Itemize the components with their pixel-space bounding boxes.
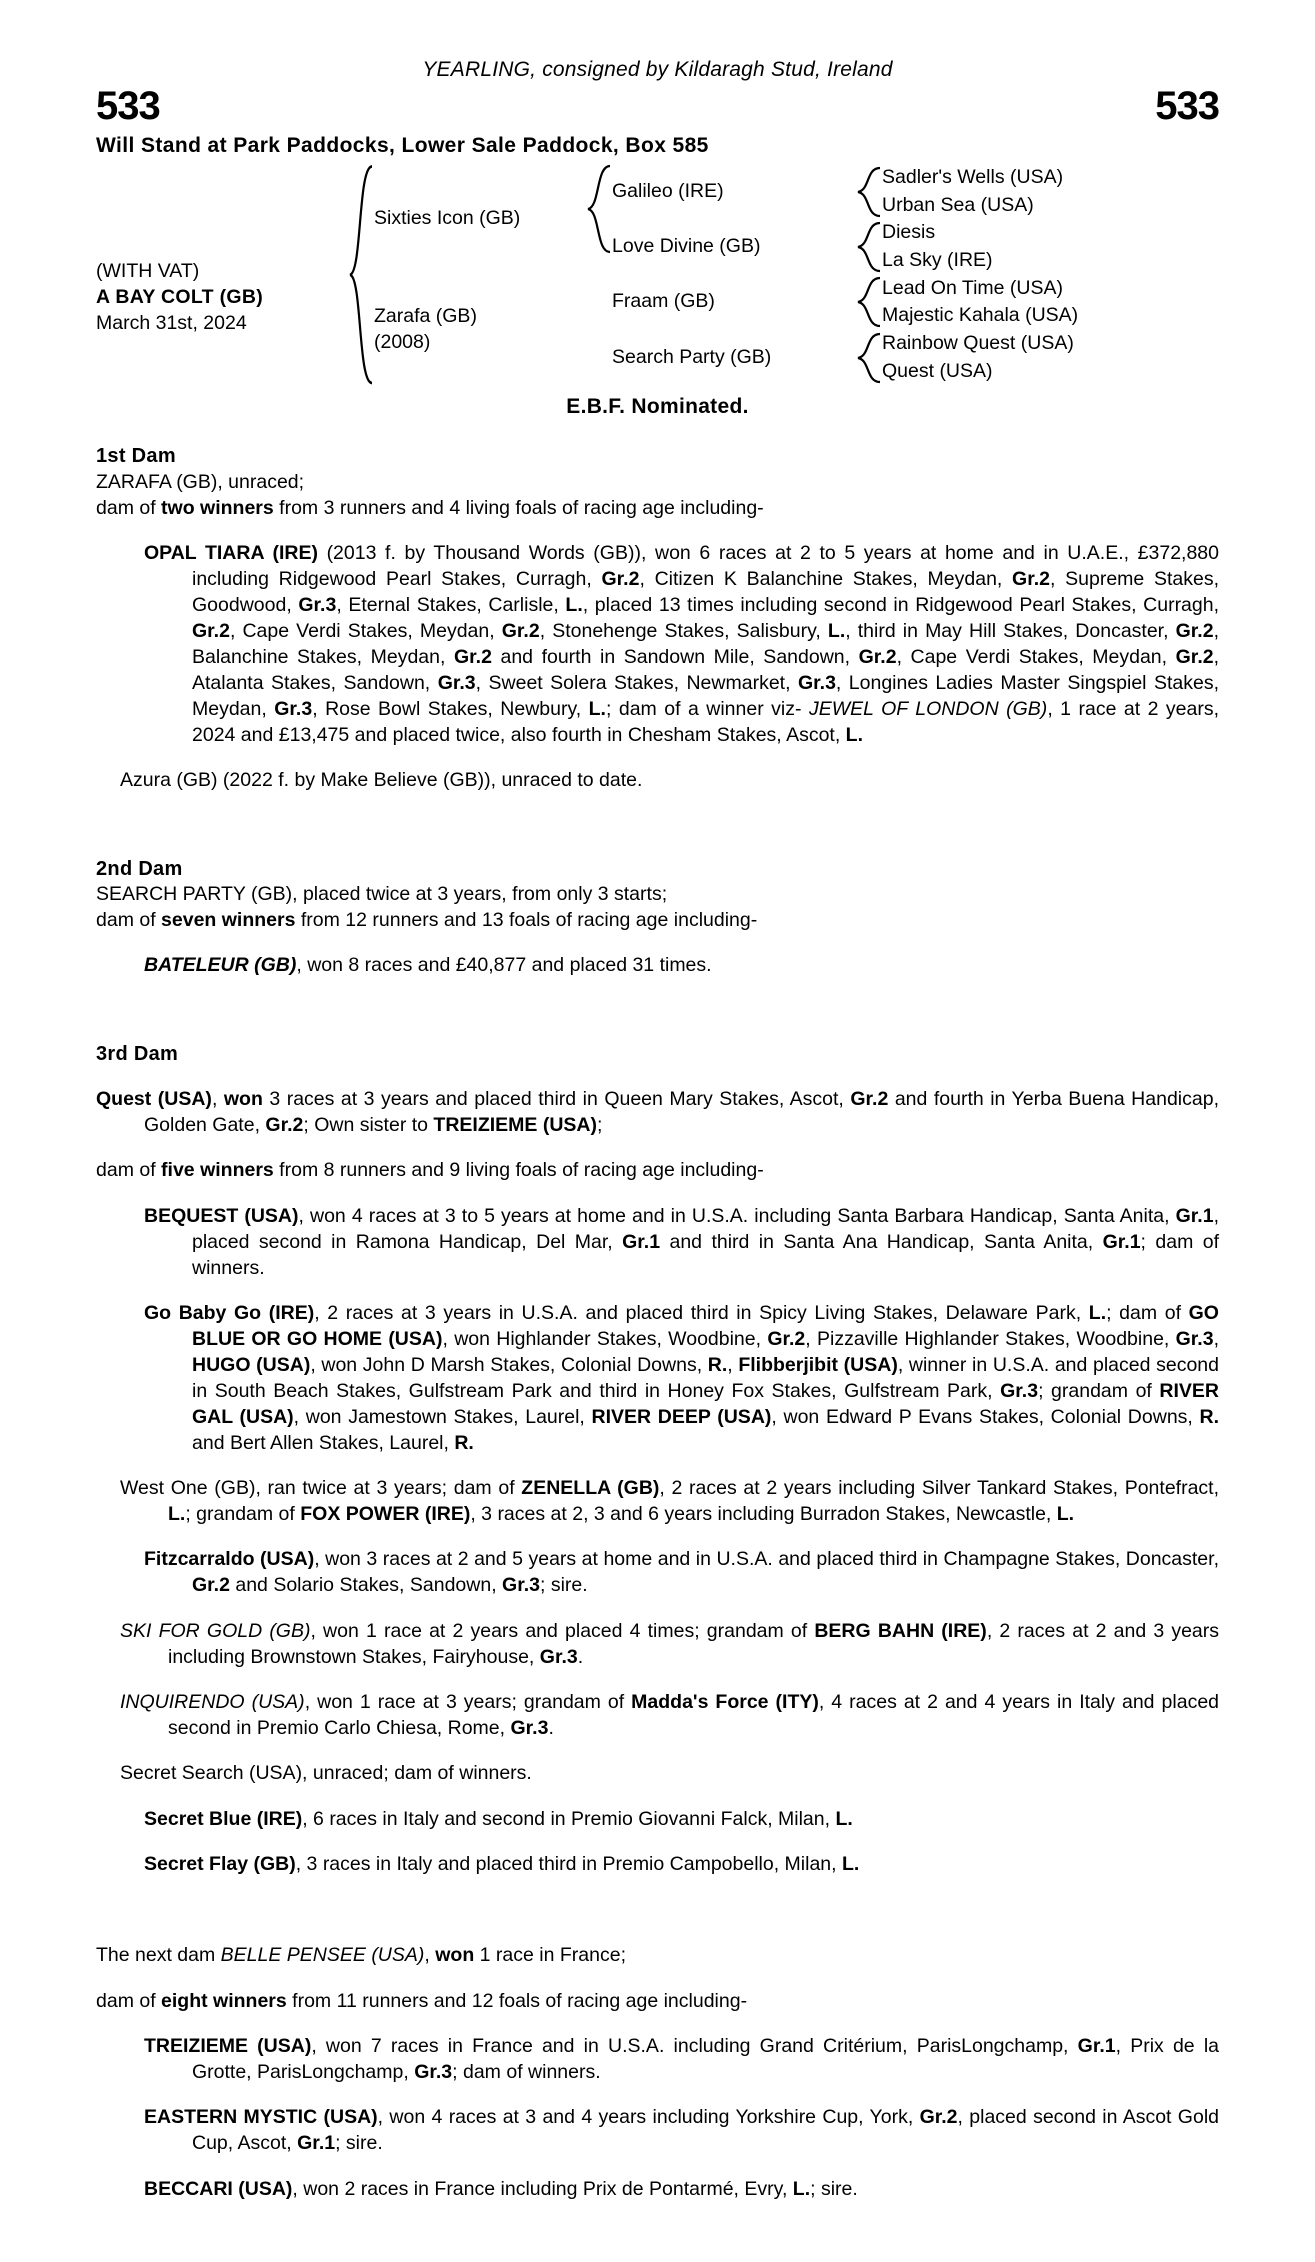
sire-dam-name: Love Divine (GB) [612, 234, 761, 257]
gen4-name-2b: La Sky (IRE) [882, 248, 993, 271]
next-dam-entry-eastern-mystic: EASTERN MYSTIC (USA), won 4 races at 3 and 4 years including Yorkshire Cup, York, Gr.2, placed second in Ascot Gold Cup, Ascot, Gr.1; sire. [144, 2106, 1219, 2155]
brace-gen4-1 [856, 166, 882, 218]
third-dam-entry-bequest: BEQUEST (USA), won 4 races at 3 to 5 years at home and in U.S.A. including Santa Barbara Handicap, Santa Anita, Gr.1, placed second in Ramona Handicap, Del Mar, Gr.1 and third in Santa Ana Handicap, Santa Anita, Gr.1; dam of winners. [144, 1204, 1219, 1279]
lot-number-right: 533 [1155, 83, 1219, 128]
pedigree-generation-2 [374, 164, 586, 386]
third-dam-entry-west-one: West One (GB), ran twice at 3 years; dam of ZENELLA (GB), 2 races at 2 years including Silver Tankard Stakes, Pontefract, L.; grandam of FOX POWER (IRE), 3 races at 2, 3 and 6 years including Burradon Stakes, Newcastle, L. [120, 1477, 1220, 1525]
next-dam-entry-treizieme: TREIZIEME (USA), won 7 races in France and in U.S.A. including Grand Critérium, ParisLongchamp, Gr.1, Prix de la Grotte, ParisLongchamp, Gr.3; dam of winners. [144, 2035, 1219, 2083]
second-dam-heading: 2nd Dam [96, 857, 183, 880]
ebf-note: E.B.F. Nominated. [566, 395, 749, 419]
third-dam-entry-secret-search: Secret Search (USA), unraced; dam of winners. [120, 1762, 532, 1785]
sire-name: Sixties Icon (GB) [374, 207, 521, 230]
dam-dam-name: Search Party (GB) [612, 345, 772, 368]
pedigree-generation-4 [856, 164, 1121, 386]
third-dam-damof-line: dam of five winners from 8 runners and 9 living foals of racing age including- [96, 1159, 764, 1182]
gen3-cell-3 [586, 275, 856, 330]
gen3-cell-2 [586, 219, 856, 274]
sire-sire-name: Galileo (IRE) [612, 179, 724, 202]
gen4-name-4b: Quest (USA) [882, 359, 993, 382]
gen4-name-1b: Urban Sea (USA) [882, 193, 1034, 216]
third-dam-name-line: Quest (USA), won 3 races at 3 years and placed third in Queen Mary Stakes, Ascot, Gr.2 and fourth in Yerba Buena Handicap, Golden Gate, Gr.2; Own sister to TREIZIEME (USA); [96, 1087, 1219, 1136]
lot-number-row [96, 83, 1219, 128]
gen4-name-3b: Majestic Kahala (USA) [882, 304, 1079, 327]
stand-location-line: Will Stand at Park Paddocks, Lower Sale Paddock, Box 585 [96, 133, 709, 157]
brace-gen4-2 [856, 221, 882, 273]
gen4-group-2 [856, 219, 1121, 274]
gen4-name-3a: Lead On Time (USA) [882, 276, 1063, 299]
next-dam-damof-line: dam of eight winners from 11 runners and 12 foals of racing age including- [96, 1989, 748, 2012]
consignor-line: YEARLING, consigned by Kildaragh Stud, Ireland [422, 58, 893, 81]
second-dam-entry-bateleur: BATELEUR (GB), won 8 races and £40,877 and placed 31 times. [144, 954, 712, 977]
pedigree-chart [96, 164, 1219, 386]
gen4-group-3 [856, 275, 1121, 330]
gen4-name-4a: Rainbow Quest (USA) [882, 331, 1074, 354]
lot-number-left: 533 [96, 83, 160, 128]
next-dam-entry-beccari: BECCARI (USA), won 2 races in France including Prix de Pontarmé, Evry, L.; sire. [144, 2177, 858, 2200]
subject-title: A BAY COLT (GB) [96, 285, 264, 308]
dam-year: (2008) [374, 330, 431, 353]
vat-note: (WITH VAT) [96, 259, 200, 282]
brace-gen4-3 [856, 276, 882, 328]
second-dam-damof-line: dam of seven winners from 12 runners and 13 foals of racing age including- [96, 909, 758, 932]
first-dam-name-line: ZARAFA (GB), unraced; [96, 470, 305, 493]
dam-cell [374, 275, 586, 386]
third-dam-entry-fitzcarraldo: Fitzcarraldo (USA), won 3 races at 2 and 5 years at home and in U.S.A. and placed third in Champagne Stakes, Doncaster, Gr.2 and Solario Stakes, Sandown, Gr.3; sire. [144, 1548, 1219, 1597]
brace-gen4-4 [856, 332, 882, 384]
gen4-name-2a: Diesis [882, 221, 936, 244]
first-dam-entry-azura: Azura (GB) (2022 f. by Make Believe (GB)), unraced to date. [120, 769, 643, 792]
subject-details [96, 164, 348, 386]
third-dam-entry-secret-blue: Secret Blue (IRE), 6 races in Italy and second in Premio Giovanni Falck, Milan, L. [144, 1807, 853, 1830]
third-dam-heading: 3rd Dam [96, 1042, 179, 1065]
dam-name: Zarafa (GB) [374, 305, 477, 328]
dam-sire-name: Fraam (GB) [612, 290, 715, 313]
first-dam-line-1 [96, 470, 1219, 496]
gen4-group-4 [856, 330, 1121, 385]
third-dam-entry-secret-flay: Secret Flay (GB), 3 races in Italy and placed third in Premio Campobello, Milan, L. [144, 1853, 860, 1876]
pedigree-generation-3 [586, 164, 856, 386]
first-dam-heading: 1st Dam [96, 445, 176, 468]
first-dam-entry-opal-tiara: OPAL TIARA (IRE) (2013 f. by Thousand Words (GB)), won 6 races at 2 to 5 years at home and in U.A.E., £372,880 including Ridgewood Pearl Stakes, Curragh, Gr.2, Citizen K Balanchine Stakes, Meydan, Gr.2, Supreme Stakes, Goodwood, Gr.3, Eternal Stakes, Carlisle, L., placed 13 times including second in Ridgewood Pearl Stakes, Curragh, Gr.2, Cape Verdi Stakes, Meydan, Gr.2, Stonehenge Stakes, Salisbury, L., third in May Hill Stakes, Doncaster, Gr.2, Balanchine Stakes, Meydan, Gr.2 and fourth in Sandown Mile, Sandown, Gr.2, Cape Verdi Stakes, Meydan, Gr.2, Atalanta Stakes, Sandown, Gr.3, Sweet Solera Stakes, Newmarket, Gr.3, Longines Ladies Master Singspiel Stakes, Meydan, Gr.3, Rose Bowl Stakes, Newbury, L.; dam of a winner viz- JEWEL OF LONDON (GB), 1 race at 2 years, 2024 and £13,475 and placed twice, also fourth in Chesham Stakes, Ascot, L. [144, 542, 1220, 746]
subject-foaling-date: March 31st, 2024 [96, 311, 247, 334]
brace-gen1 [348, 164, 374, 386]
next-dam-intro: The next dam BELLE PENSEE (USA), won 1 race in France; [96, 1944, 626, 1967]
gen3-cell-4 [586, 330, 856, 385]
brace-sire [586, 164, 612, 254]
third-dam-entry-go-baby-go: Go Baby Go (IRE), 2 races at 3 years in U.S.A. and placed third in Spicy Living Stakes, Delaware Park, L.; dam of GO BLUE OR GO HOME (USA), won Highlander Stakes, Woodbine, Gr.2, Pizzaville Highlander Stakes, Woodbine, Gr.3, HUGO (USA), won John D Marsh Stakes, Colonial Downs, R., Flibberjibit (USA), winner in U.S.A. and placed second in South Beach Stakes, Gulfstream Park and third in Honey Fox Stakes, Gulfstream Park, Gr.3; grandam of RIVER GAL (USA), won Jamestown Stakes, Laurel, RIVER DEEP (USA), won Edward P Evans Stakes, Colonial Downs, R. and Bert Allen Stakes, Laurel, R. [144, 1301, 1220, 1454]
sire-cell [374, 164, 586, 275]
third-dam-entry-inquirendo: INQUIRENDO (USA), won 1 race at 3 years; grandam of Madda's Force (ITY), 4 races at 2 and 4 years in Italy and placed second in Premio Carlo Chiesa, Rome, Gr.3. [120, 1691, 1220, 1739]
gen3-cell-1 [586, 164, 856, 219]
gen4-group-1 [856, 164, 1121, 219]
gen4-name-1a: Sadler's Wells (USA) [882, 165, 1064, 188]
first-dam-line-2: dam of two winners from 3 runners and 4 living foals of racing age including- [96, 496, 764, 519]
third-dam-entry-ski-for-gold: SKI FOR GOLD (GB), won 1 race at 2 years and placed 4 times; grandam of BERG BAHN (IRE), 2 races at 2 and 3 years including Brownstown Stakes, Fairyhouse, Gr.3. [120, 1619, 1220, 1668]
second-dam-name-line: SEARCH PARTY (GB), placed twice at 3 years, from only 3 starts; [96, 883, 668, 906]
